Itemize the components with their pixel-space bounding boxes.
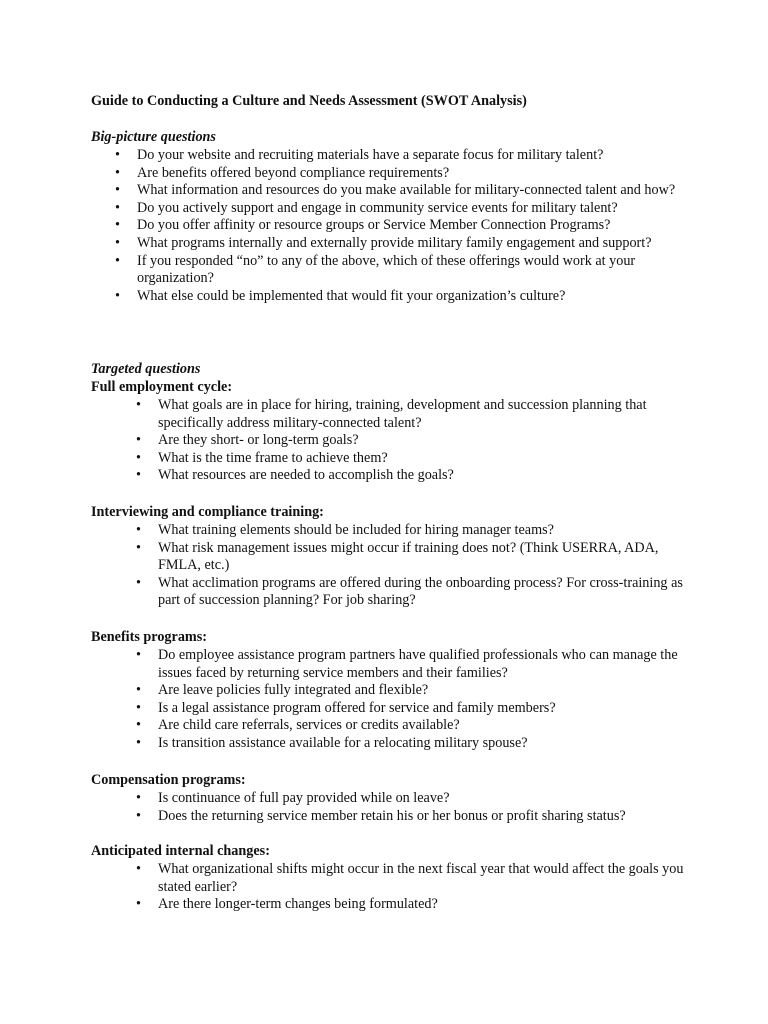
bullet-icon: • (136, 449, 141, 466)
list-item (115, 252, 682, 288)
list-item (115, 287, 682, 306)
list-item (136, 647, 688, 682)
bullet-icon: • (136, 807, 141, 824)
bullet-icon: • (136, 539, 141, 556)
list-item (136, 734, 688, 753)
list-item (136, 790, 688, 808)
bullet-icon: • (136, 717, 141, 734)
bullet-icon: • (136, 861, 141, 877)
list-item-text: Does the returning service member retain his or her bonus or profit sharing status? (158, 807, 626, 824)
list-item (115, 182, 682, 200)
list-item (136, 574, 688, 610)
bullet-icon: • (136, 682, 141, 699)
bullet-icon: • (136, 397, 141, 413)
list-item-text: What training elements should be included for hiring manager teams? (158, 522, 554, 538)
list-item-text: Are benefits offered beyond compliance requirements? (137, 164, 450, 181)
bullet-icon: • (136, 574, 141, 591)
document-title: Guide to Conducting a Culture and Needs Assessment (SWOT Analysis) (91, 93, 527, 109)
list-item (136, 432, 688, 450)
list-item-text: Are leave policies fully integrated and flexible? (158, 682, 429, 699)
big-picture-heading: Big-picture questions (91, 129, 216, 145)
bullet-icon: • (136, 522, 141, 538)
benefits-list (136, 647, 688, 753)
targeted-heading: Targeted questions (91, 361, 201, 377)
list-item-text: What else could be implemented that would fit your organization’s culture? (137, 287, 566, 304)
list-item (136, 717, 688, 735)
bullet-icon: • (136, 647, 141, 663)
list-item (136, 861, 688, 896)
list-item-text: Are there longer-term changes being formulated? (158, 896, 438, 913)
bullet-icon: • (136, 734, 141, 751)
list-item-text: What information and resources do you make available for military-connected talent and how? (137, 182, 676, 199)
list-item-text: Is transition assistance available for a relocating military spouse? (158, 734, 528, 751)
list-item-text: Do you offer affinity or resource groups or Service Member Connection Programs? (137, 217, 611, 234)
bullet-icon: • (115, 252, 120, 269)
list-item-text: What acclimation programs are offered during the onboarding process? For cross-training as part of succession planning? For job sharing? (158, 574, 683, 609)
list-item-text: What organizational shifts might occur in the next fiscal year that would affect the goals you stated earlier? (158, 861, 684, 895)
list-item-text: What is the time frame to achieve them? (158, 449, 388, 466)
interviewing-list (136, 522, 688, 610)
list-item-text: Are they short- or long-term goals? (158, 432, 359, 449)
compensation-heading: Compensation programs: (91, 772, 246, 788)
list-item-text: If you responded “no” to any of the above, which of these offerings would work at your organization? (137, 252, 636, 287)
bullet-icon: • (115, 199, 120, 216)
list-item-text: What risk management issues might occur if training does not? (Think USERRA, ADA, FMLA, etc.) (158, 539, 659, 574)
internal-changes-heading: Anticipated internal changes: (91, 843, 270, 859)
bullet-icon: • (115, 147, 120, 163)
list-item-text: Is continuance of full pay provided while on leave? (158, 790, 450, 806)
list-item (136, 539, 688, 575)
list-item (136, 449, 688, 468)
list-item-text: What resources are needed to accomplish the goals? (158, 467, 454, 484)
bullet-icon: • (136, 467, 141, 484)
list-item (136, 699, 688, 718)
list-item-text: Is a legal assistance program offered for service and family members? (158, 699, 556, 716)
compensation-list (136, 790, 688, 825)
bullet-icon: • (115, 287, 120, 304)
benefits-heading: Benefits programs: (91, 629, 207, 645)
list-item (136, 522, 688, 540)
list-item-text: What goals are in place for hiring, training, development and succession planning that specifically address military-connected talent? (158, 397, 647, 431)
big-picture-list (115, 147, 682, 305)
list-item (115, 164, 682, 183)
list-item (136, 397, 688, 432)
full-employment-list (136, 397, 688, 485)
list-item (136, 807, 688, 826)
bullet-icon: • (115, 217, 120, 234)
list-item (115, 199, 682, 218)
list-item (115, 147, 682, 165)
list-item-text: Do you actively support and engage in community service events for military talent? (137, 199, 618, 216)
bullet-icon: • (136, 432, 141, 449)
list-item-text: Are child care referrals, services or credits available? (158, 717, 460, 734)
internal-changes-list (136, 861, 688, 914)
bullet-icon: • (136, 790, 141, 806)
list-item (115, 234, 682, 253)
list-item-text: Do employee assistance program partners have qualified professionals who can manage the issues faced by returning service members and their families? (158, 647, 678, 681)
list-item-text: What programs internally and externally provide military family engagement and support? (137, 234, 652, 251)
bullet-icon: • (136, 699, 141, 716)
list-item (136, 467, 688, 485)
full-employment-heading: Full employment cycle: (91, 379, 233, 395)
bullet-icon: • (115, 164, 120, 181)
list-item (115, 217, 682, 235)
bullet-icon: • (136, 896, 141, 913)
list-item-text: Do your website and recruiting materials have a separate focus for military talent? (137, 147, 604, 163)
list-item (136, 682, 688, 700)
bullet-icon: • (115, 234, 120, 251)
bullet-icon: • (115, 182, 120, 199)
interviewing-heading: Interviewing and compliance training: (91, 504, 324, 520)
list-item (136, 896, 688, 914)
